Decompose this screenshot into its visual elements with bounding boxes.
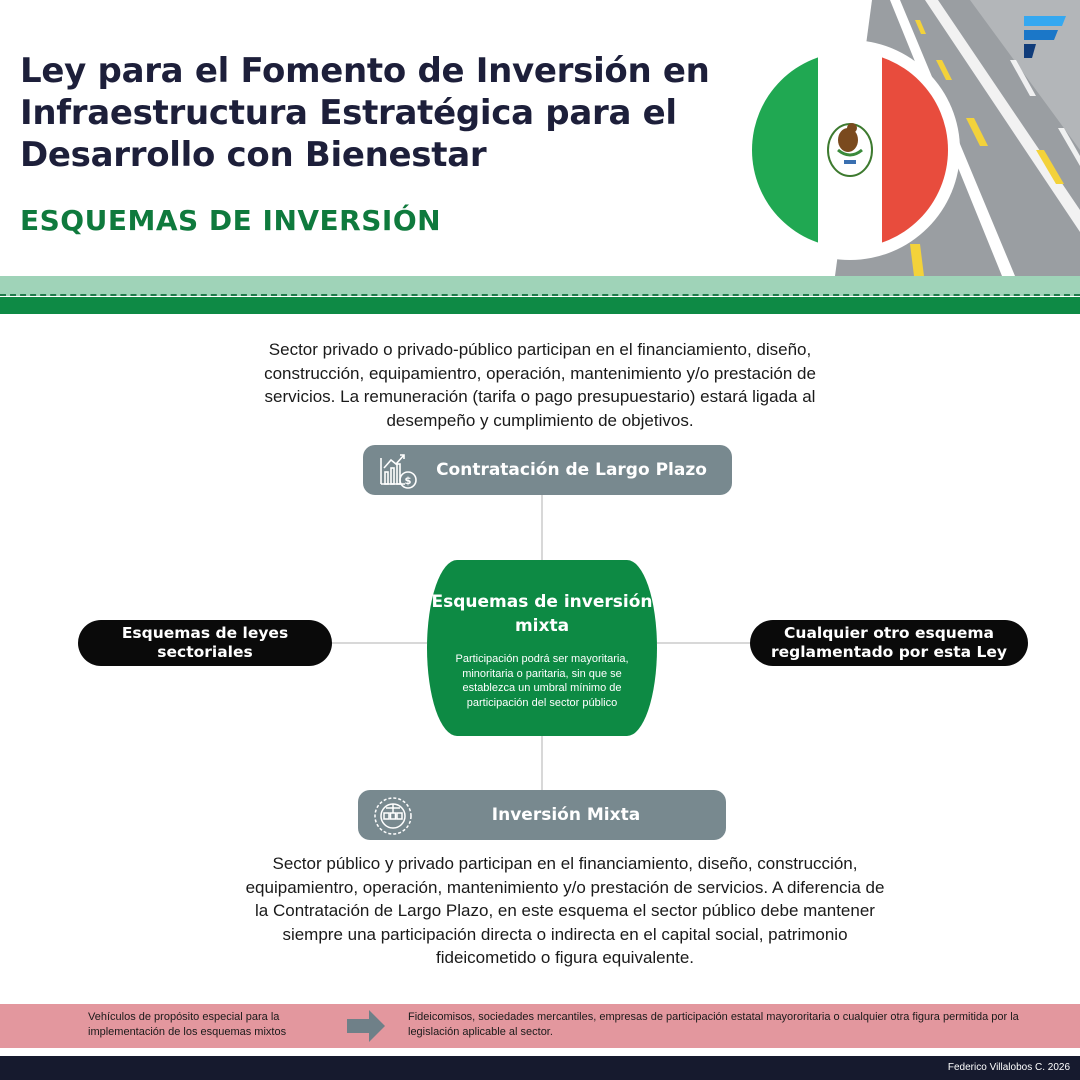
credit-bar	[0, 1056, 1080, 1080]
arrow-right-icon	[347, 1010, 385, 1042]
chart-money-icon	[377, 450, 419, 492]
other-scheme-node	[750, 620, 1028, 666]
mixed-investment-schemes-node	[427, 560, 657, 736]
sectoral-laws-label: Esquemas de leyes sectoriales	[121, 624, 289, 661]
mixed-investment-schemes-title: Esquemas de inversión mixta	[431, 592, 653, 636]
svg-text:$: $	[404, 476, 412, 487]
long-term-contract-node	[363, 445, 732, 495]
mixed-investment-schemes-description: Participación podrá ser mayoritaria, minoritaria o paritaria, sin que se establezca un umbral mínimo de participación del sector público	[455, 653, 629, 709]
mixed-investment-node	[358, 790, 726, 840]
vehicle-types-text: Fideicomisos, sociedades mercantiles, empresas de participación estatal mayororitaria o cualquier otra figura permitida por la legislación aplicable al sector.	[408, 1011, 1019, 1038]
long-term-contract-label: Contratación de Largo Plazo	[436, 460, 707, 480]
section-subtitle: ESQUEMAS DE INVERSIÓN	[20, 204, 442, 237]
page-title: Ley para el Fomento de Inversión en Infraestructura Estratégica para el Desarrollo con Bienestar	[20, 51, 710, 175]
special-purpose-vehicles-text: Vehículos de propósito especial para la implementación de los esquemas mixtos	[88, 1011, 287, 1038]
network-circle-icon	[372, 795, 414, 837]
other-scheme-label: Cualquier otro esquema reglamentado por esta Ley	[770, 624, 1007, 661]
mixed-investment-label: Inversión Mixta	[491, 805, 641, 825]
author-credit: Federico Villalobos C. 2026	[947, 1062, 1070, 1073]
sectoral-laws-node	[78, 620, 332, 666]
long-term-contract-description: Sector privado o privado-público participan en el financiamiento, diseño, construcción, equipamientro, operación, mantenimiento y/o prestación de servicios. La remuneración (tarifa o pago presupuestario) estará ligada al desempeño y cumplimiento de objetivos.	[264, 340, 816, 430]
mixed-investment-description: Sector público y privado participan en el financiamiento, diseño, construcción, equipamientro, operación, mantenimiento y/o prestación de servicios. A diferencia de la Contratación de Largo Plazo, en este esquema el sector público debe mantener siempre una participación directa o indirecta en el capital social, patrimonio fideicometido o figura equivalente.	[245, 854, 885, 967]
